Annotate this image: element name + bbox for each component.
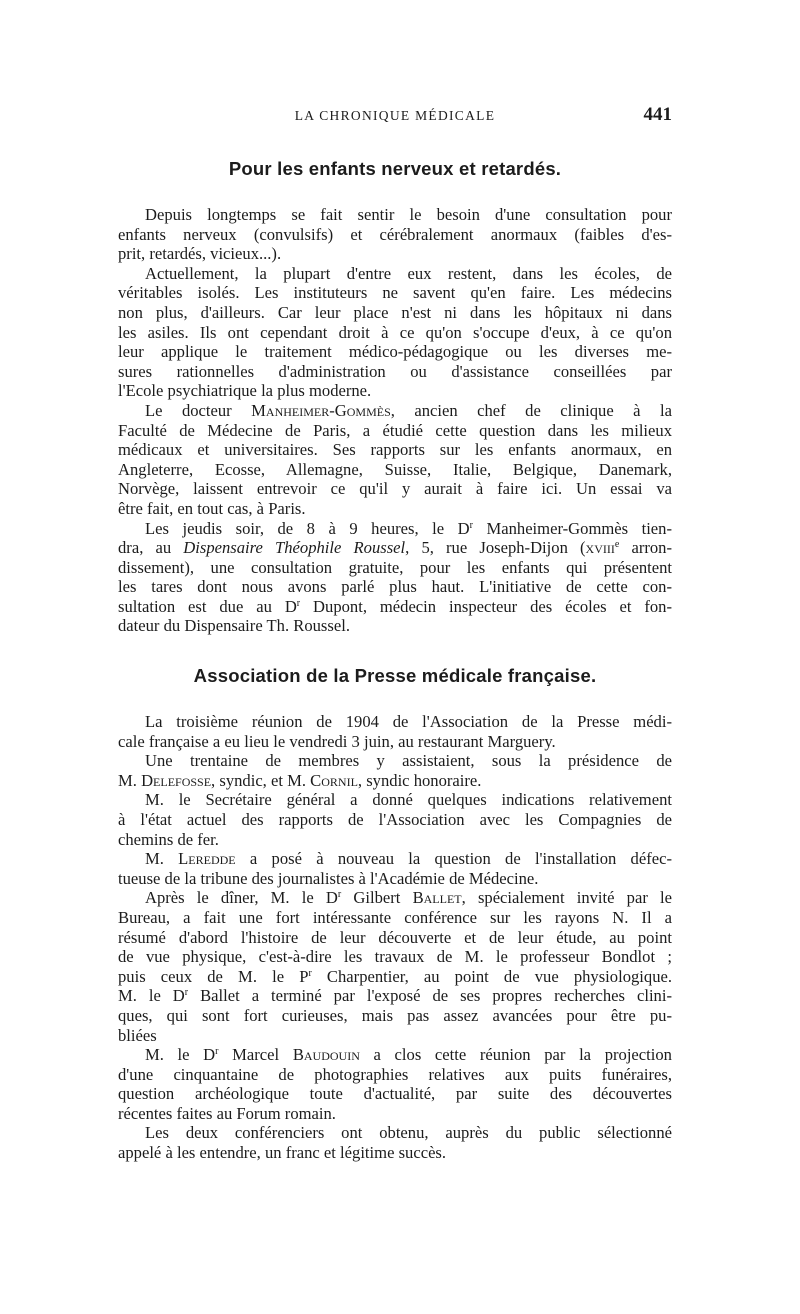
text-line: La troisième réunion de 1904 de l'Association de la Presse médi- — [145, 712, 672, 731]
line-text: Charpentier, au point de vue physiologique. — [311, 966, 673, 986]
text-line: Bureau, a fait une fort intéressante conférence sur les rayons N. Il a — [118, 907, 672, 927]
section-heading-enfants: Pour les enfants nerveux et retardés. — [228, 158, 562, 179]
text-line: chemins de fer. — [118, 829, 219, 849]
superscript: r — [184, 987, 189, 999]
text-line — [118, 849, 672, 869]
superscript: r — [337, 889, 342, 901]
running-head — [118, 104, 672, 128]
text-line: prit, retardés, vicieux...). — [118, 244, 282, 264]
text-line: bliées — [118, 1025, 157, 1045]
text-line: d'une cinquantaine de photographies relatives aux puits funéraires, — [118, 1064, 672, 1084]
line-text: Les jeudis soir, de 8 à 9 heures, le D — [145, 518, 470, 538]
text-line — [118, 771, 672, 791]
line-text: syndic honoraire. — [366, 770, 482, 790]
line-text: Le docteur — [145, 400, 232, 420]
line-text: spécialement invité par le — [477, 888, 672, 908]
superscript: r — [215, 1046, 219, 1058]
text-line: l'Ecole psychiatrique la plus moderne. — [118, 381, 372, 401]
text-line — [118, 401, 672, 421]
person-name: Ballet, — [412, 888, 466, 908]
text-line — [118, 538, 672, 558]
text-line: question archéologique toute d'actualité, par suite des découvertes — [118, 1084, 672, 1104]
text-line: véritables isolés. Les instituteurs ne savent qu'en faire. Les médecins — [118, 283, 672, 303]
text-line: enfants nerveux (convulsifs) et cérébralement anormaux (faibles d'es- — [118, 224, 672, 244]
person-name: Delefosse, — [141, 770, 216, 790]
text-line: sures rationnelles d'administration ou d'assistance conseillées par — [118, 361, 672, 381]
superscript: r — [469, 519, 473, 531]
dispensary-name: Dispensaire Théophile Roussel — [183, 538, 406, 558]
text-line: dateur du Dispensaire Th. Roussel. — [118, 616, 350, 636]
text-line — [118, 967, 672, 987]
text-line: résumé d'abord l'histoire de leur découverte et de leur étude, au point — [118, 927, 672, 947]
text-line — [118, 986, 672, 1006]
line-text: puis ceux de M. le P — [118, 966, 309, 986]
line-text: Après le dîner, M. le D — [145, 888, 338, 908]
line-text: Dupont, médecin inspecteur des écoles et fon- — [300, 596, 672, 616]
page-number: 441 — [643, 104, 672, 125]
line-text: sultation est due au D — [118, 596, 297, 616]
text-line: Depuis longtemps se fait sentir le besoin d'une consultation pour — [145, 205, 672, 224]
section-body-association — [118, 712, 672, 1163]
line-text: Ballet a terminé par l'exposé de ses propres recherches clini- — [188, 986, 672, 1006]
line-text: ancien chef de clinique à la — [414, 400, 672, 420]
person-name: Baudouin — [292, 1045, 360, 1065]
text-line: Une trentaine de membres y assistaient, sous la présidence de — [145, 751, 672, 771]
line-text: Manheimer-Gommès tien- — [472, 518, 672, 538]
text-line: les asiles. Ils ont cependant droit à ce qu'on s'occupe d'eux, à ce qu'on — [118, 322, 672, 342]
line-text: syndic, et M. — [219, 770, 307, 790]
text-line — [118, 519, 672, 539]
line-text: M. le D — [145, 1045, 216, 1065]
line-text: Marcel — [218, 1045, 280, 1065]
text-line: ques, qui sont fort curieuses, mais pas assez avancées pour être pu- — [118, 1005, 672, 1025]
text-line: M. le Secrétaire général a donné quelques indications relativement — [145, 790, 672, 810]
text-line: médicaux et universitaires. Ses rapports sur les enfants anormaux, en — [118, 440, 672, 460]
line-text: Gilbert — [341, 888, 401, 908]
text-line: Les deux conférenciers ont obtenu, auprès du public sélectionné — [145, 1123, 672, 1143]
text-line: à l'état actuel des rapports de l'Association avec les Compagnies de — [118, 809, 672, 829]
arrondissement-number: xviii — [585, 538, 615, 558]
line-text: a clos cette réunion par la projection — [373, 1045, 672, 1065]
text-line: cale française a eu lieu le vendredi 3 juin, au restaurant Marguery. — [118, 731, 556, 751]
person-name: Manheimer-Gommès, — [251, 400, 395, 420]
text-line: les tares dont nous avons parlé plus haut. L'initiative de cette con- — [118, 577, 672, 597]
text-line: de vue physique, c'est-à-dire les travaux de M. le professeur Bondlot ; — [118, 947, 672, 967]
text-line: Actuellement, la plupart d'entre eux restent, dans les écoles, de — [145, 263, 672, 283]
line-text: arron- — [619, 538, 672, 558]
text-line: Norvège, laissent entrevoir ce qu'il y aurait à faire ici. Un essai va — [118, 479, 672, 499]
superscript: r — [308, 967, 312, 979]
text-line: dissement), une consultation gratuite, pour les enfants qui présentent — [118, 557, 672, 577]
text-line: tueuse de la tribune des journalistes à l'Académie de Médecine. — [118, 868, 539, 888]
text-line: Angleterre, Ecosse, Allemagne, Suisse, Italie, Belgique, Danemark, — [118, 459, 672, 479]
line-text: M. — [145, 849, 164, 869]
text-line: leur applique le traitement médico-pédagogique ou les diverses me- — [118, 342, 672, 362]
superscript: r — [296, 597, 301, 609]
line-text: M. le D — [118, 986, 185, 1006]
section-heading-association: Association de la Presse médicale française. — [193, 665, 597, 686]
line-text: a posé à nouveau la question de l'installation défec- — [249, 849, 672, 869]
text-line: non plus, d'ailleurs. Car leur place n'est ni dans les hôpitaux ni dans — [118, 302, 672, 322]
running-title: LA CHRONIQUE MÉDICALE — [294, 108, 496, 123]
line-text: , 5, rue Joseph-Dijon ( — [405, 538, 586, 558]
text-line — [118, 1045, 672, 1065]
text-line: récentes faites au Forum romain. — [118, 1103, 336, 1123]
line-text: M. — [118, 770, 137, 790]
section-body-enfants — [118, 205, 672, 636]
text-line — [118, 597, 672, 617]
text-line: être fait, en tout cas, à Paris. — [118, 498, 306, 518]
superscript: e — [614, 539, 620, 551]
text-line: appelé à les entendre, un franc et légitime succès. — [118, 1143, 447, 1163]
text-line — [118, 888, 672, 908]
person-name: Cornil, — [310, 770, 363, 790]
text-line: Faculté de Médecine de Paris, a étudié cette question dans les milieux — [118, 420, 672, 440]
line-text: dra, au — [118, 538, 184, 558]
person-name: Leredde — [178, 849, 236, 869]
